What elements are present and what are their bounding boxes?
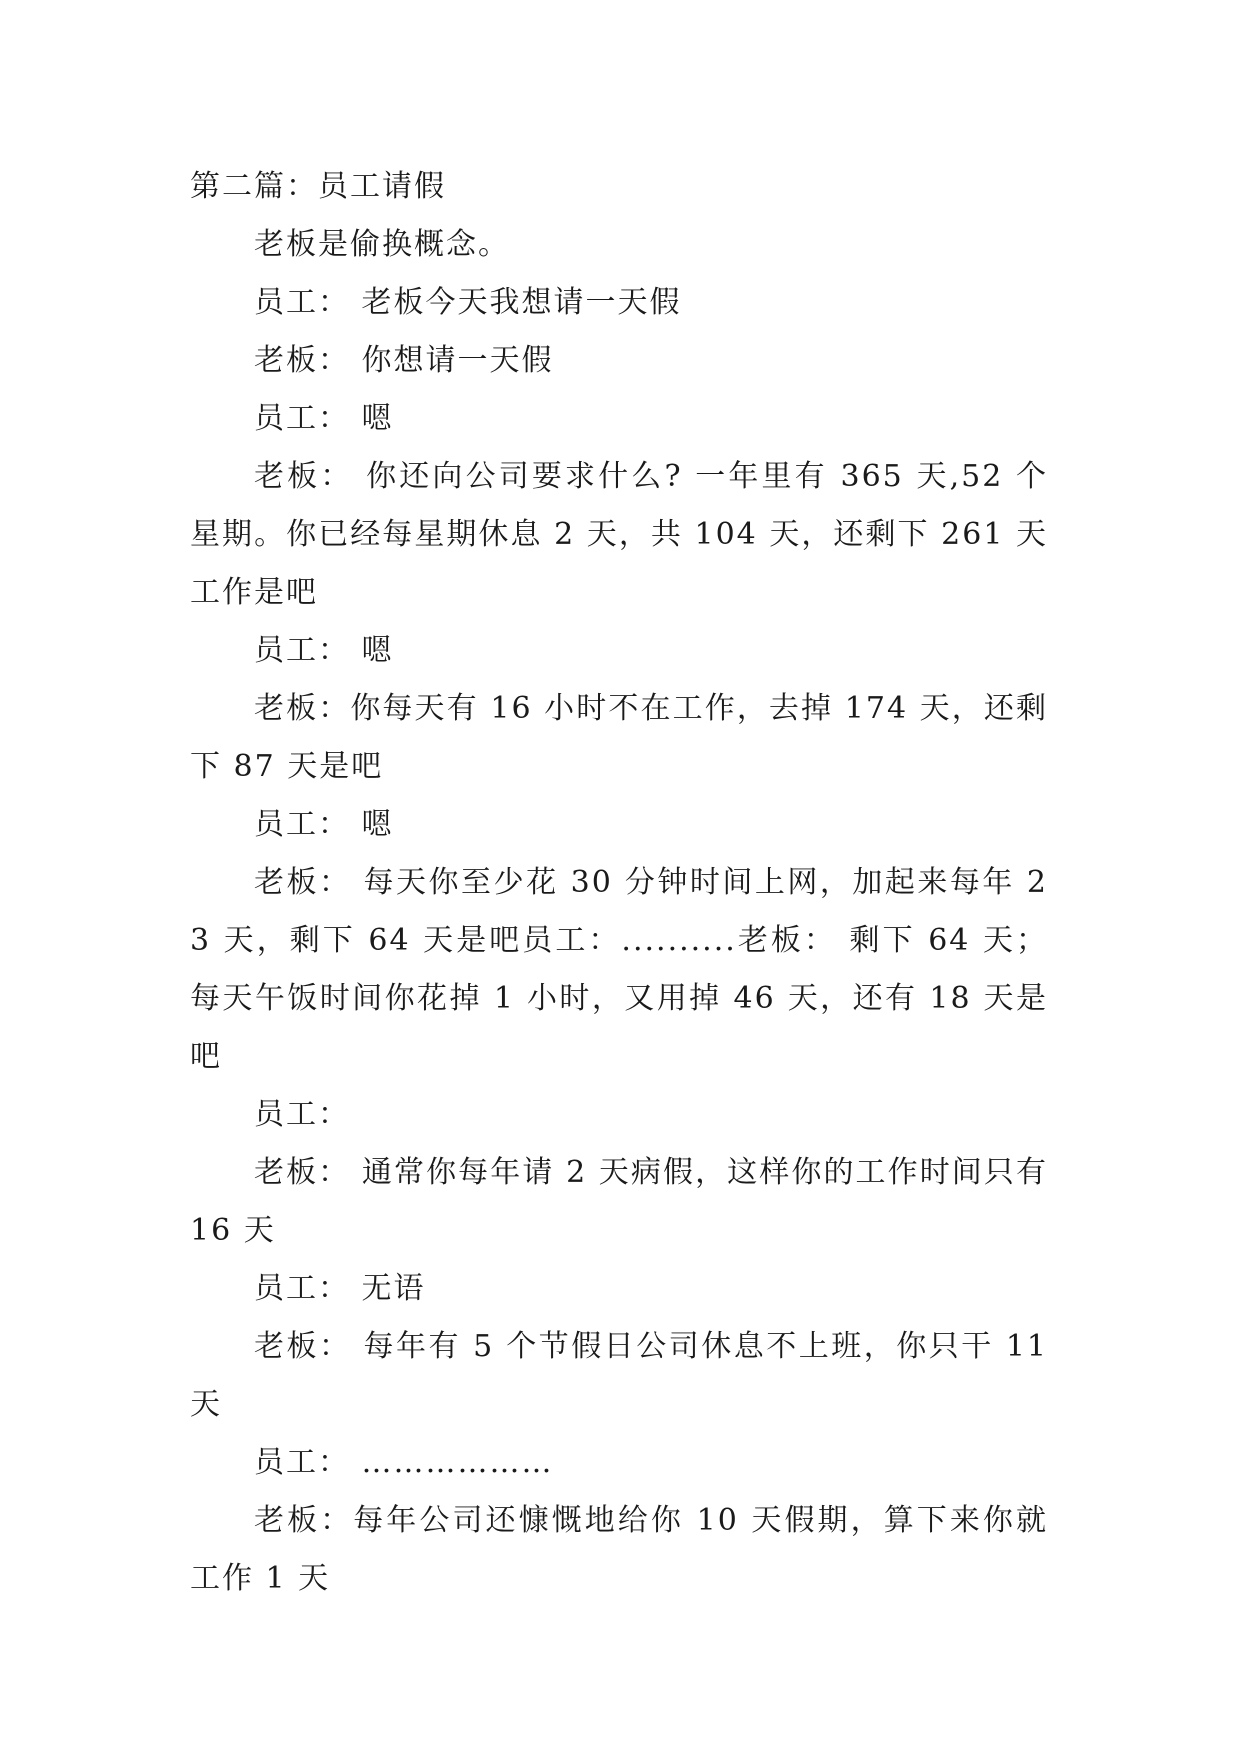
paragraph: 员工： 嗯 [254, 807, 394, 842]
paragraph: 老板是偷换概念。 [254, 227, 510, 262]
paragraph: 老板：每年公司还慷慨地给你 10 天假期，算下来你就工作 1 天 [190, 1503, 1048, 1596]
document-title: 第二篇：员工请假 [190, 169, 446, 204]
paragraph: 员工： ……………… [254, 1445, 554, 1480]
paragraph: 老板：你每天有 16 小时不在工作，去掉 174 天，还剩下 87 天是吧 [190, 691, 1048, 784]
paragraph: 员工： 老板今天我想请一天假 [254, 285, 682, 320]
paragraph: 老板： 你想请一天假 [254, 343, 554, 378]
paragraph: 员工： 嗯 [254, 401, 394, 436]
paragraph: 老板： 每天你至少花 30 分钟时间上网，加起来每年 23 天，剩下 64 天是吧员工：..........老板： 剩下 64 天；每天午饭时间你花掉 1 小时，又用掉 46 天，还有 18 天是吧 [190, 865, 1048, 1074]
document-body [190, 158, 1048, 1608]
paragraph: 员工： 嗯 [254, 633, 394, 668]
paragraph: 员工： 无语 [254, 1271, 426, 1306]
paragraph: 员工： [254, 1097, 350, 1132]
paragraph: 老板： 通常你每年请 2 天病假，这样你的工作时间只有 16 天 [190, 1155, 1048, 1248]
paragraph: 老板： 你还向公司要求什么? 一年里有 365 天,52 个星期。你已经每星期休息 2 天，共 104 天，还剩下 261 天工作是吧 [190, 459, 1048, 610]
paragraph: 老板： 每年有 5 个节假日公司休息不上班，你只干 11 天 [190, 1329, 1048, 1422]
